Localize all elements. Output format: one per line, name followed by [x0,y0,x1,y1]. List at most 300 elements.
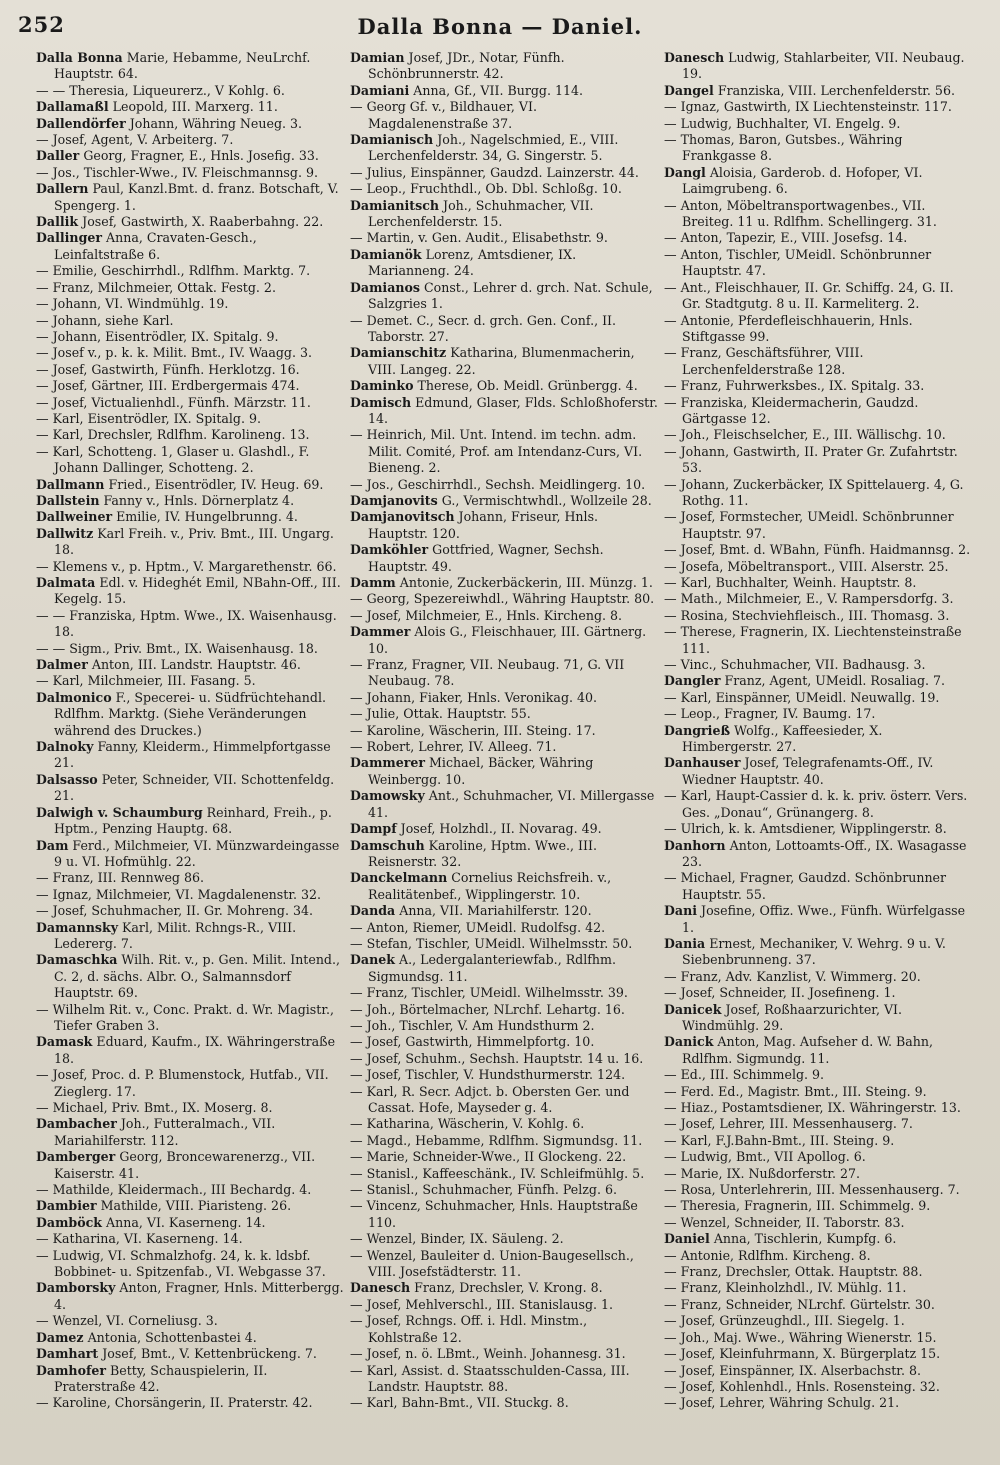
entry-text: — Georg, Spezereiwhdl., Währing Hauptstr. 80. [350,591,655,607]
directory-entry [664,1297,976,1313]
entry-text: — Jos., Tischler-Wwe., IV. Fleischmannsg. 9. [36,164,318,180]
directory-entry [36,1363,344,1396]
entry-text: — Marie, Schneider-Wwe., II Glockeng. 22. [350,1149,627,1165]
entry-text: — Johann, Fiaker, Hnls. Veronikag. 40. [350,689,598,705]
directory-entry [350,690,658,706]
entry-text: — Wenzel, Schneider, II. Taborstr. 83. [664,1214,905,1230]
entry-surname: Dammer [350,624,411,640]
directory-entry [664,345,976,378]
entry-text: — Josef, Schneider, II. Josefineng. 1. [664,985,896,1001]
entry-text: — Julius, Einspänner, Gaudzd. Lainzerstr. 44. [350,164,639,180]
directory-entry [350,936,658,952]
entry-text: — Demet. C., Secr. d. grch. Gen. Conf., II. Taborstr. 27. [350,312,617,344]
directory-entry [664,838,976,871]
entry-text: — Stanisl., Schuhmacher, Fünfh. Pelzg. 6. [350,1182,618,1198]
entry-text: Anna, VII. Mariahilferstr. 120. [395,903,592,919]
entry-surname: Damschuh [350,837,425,853]
entry-text: Fanny, Kleiderm., Himmelpfortgasse 21. [54,739,331,771]
entry-text: — Katharina, VI. Kaserneng. 14. [36,1231,243,1247]
entry-text: — Josef, Lehrer, Währing Schulg. 21. [664,1395,900,1411]
entry-text: Joh., Nagelschmied, E., VIII. Lerchenfelderstr. 34, G. Singerstr. 5. [368,132,619,164]
entry-text: — Ignaz, Milchmeier, VI. Magdalenenstr. 32. [36,886,321,902]
directory-entry [664,1133,976,1149]
entry-text: Josef, JDr., Notar, Fünfh. Schönbrunnerstr. 42. [368,50,565,82]
entry-text: Reinhard, Freih., p. Hptm., Penzing Hauptg. 68. [54,804,332,837]
entry-surname: Dambier [36,1198,97,1214]
directory-entry [664,1363,976,1379]
entry-text: — Karl, Drechsler, Rdlfhm. Karolineng. 13. [36,427,310,443]
entry-text: Georg, Fragner, E., Hnls. Josefig. 33. [79,148,319,164]
entry-text: — Rosa, Unterlehrerin, III. Messenhauserg. 7. [664,1182,960,1198]
directory-entry [664,706,976,722]
directory-entry [350,509,658,542]
entry-surname: Damböck [36,1214,103,1230]
directory-entry [350,83,658,99]
directory-entry [664,1231,976,1247]
directory-entry [350,1313,658,1346]
entry-text: — Martin, v. Gen. Audit., Elisabethstr. 9. [350,230,608,246]
entry-text: — Vinc., Schuhmacher, VII. Badhausg. 3. [664,657,926,673]
directory-entry [36,1330,344,1346]
directory-entry [36,296,344,312]
entry-text: Ant., Schuhmacher, VI. Millergasse 41. [368,788,655,820]
directory-entry [664,1100,976,1116]
entry-text: — Josef, Milchmeier, E., Hnls. Kircheng. 8. [350,607,623,623]
entry-text: Aloisia, Garderob. d. Hofoper, VI. Laimgrubeng. 6. [682,164,923,197]
directory-entry [350,1018,658,1034]
entry-text: Leopold, III. Marxerg. 11. [108,99,278,115]
directory-entry [36,1116,344,1149]
directory-entry [350,1084,658,1117]
directory-entry [350,395,658,428]
entry-text: — Ant., Fleischhauer, II. Gr. Schiffg. 24, G. II. Gr. Stadtgutg. 8 u. II. Karmeliterg. 2. [664,279,954,312]
entry-text: — Josef, Agent, V. Arbeiterg. 7. [36,132,234,148]
entry-surname: Dallweiner [36,509,113,525]
entry-text: — Math., Milchmeier, E., V. Rampersdorfg. 3. [664,591,954,607]
entry-text: Gottfried, Wagner, Sechsh. Hauptstr. 49. [368,542,604,574]
directory-entry [36,739,344,772]
entry-text: — Wenzel, Binder, IX. Säuleng. 2. [350,1231,564,1247]
directory-entry [664,591,976,607]
directory-entry [36,99,344,115]
entry-text: — Josef v., p. k. k. Milit. Bmt., IV. Waagg. 3. [36,345,312,361]
entry-text: — Emilie, Geschirrhdl., Rdlfhm. Marktg. 7. [36,263,311,279]
directory-entry [36,952,344,1001]
entry-text: Therese, Ob. Meidl. Grünbergg. 4. [413,378,638,394]
directory-entry [664,165,976,198]
directory-entry [350,624,658,657]
entry-surname: Dallamaßl [36,99,109,115]
entry-text: Antonia, Schottenbastei 4. [83,1329,257,1345]
directory-entry [36,673,344,689]
directory-entry [664,198,976,231]
entry-surname: Damköhler [350,542,429,558]
directory-entry [350,1248,658,1281]
directory-entry [664,1280,976,1296]
entry-surname: Dallern [36,181,89,197]
entry-text: — Josef, Formstecher, UMeidl. Schönbrunner Hauptstr. 97. [664,509,954,541]
directory-entry [664,427,976,443]
directory-entry [664,723,976,756]
directory-entry [350,1395,658,1411]
entry-text: Josef, Gastwirth, X. Raaberbahng. 22. [78,214,324,230]
directory-entry [664,673,976,689]
entry-text: — Joh., Börtelmacher, NLrchf. Lehartg. 16. [350,1001,625,1017]
entry-text: — Anton, Möbeltransportwagenbes., VII. Breiteg. 11 u. Rdlfhm. Schellingerg. 31. [664,197,937,230]
entry-text: Alois G., Fleischhauer, III. Gärtnerg. 10. [368,624,647,656]
directory-entry [36,608,344,641]
directory-entry [664,313,976,346]
entry-surname: Dambacher [36,1116,117,1132]
directory-entry [664,1346,976,1362]
entry-text: — Joh., Maj. Wwe., Währing Wienerstr. 15. [664,1329,937,1345]
entry-surname: Dallik [36,214,79,230]
directory-entry [350,591,658,607]
entry-text: Ludwig, Stahlarbeiter, VII. Neubaug. 19. [682,50,965,82]
directory-entry [664,657,976,673]
entry-surname: Dalsasso [36,771,98,787]
entry-text: Karoline, Hptm. Wwe., III. Reisnerstr. 32. [368,837,597,869]
entry-text: Anton, Lottoamts-Off., IX. Wasagasse 23. [682,837,967,869]
directory-entry [664,1084,976,1100]
entry-text: — Hiaz., Postamtsdiener, IX. Währingerstr. 13. [664,1100,961,1115]
directory-entry [36,362,344,378]
directory-entry [664,509,976,542]
entry-text: — Josef, Schuhmacher, II. Gr. Mohreng. 34. [36,903,314,919]
directory-entry [36,230,344,263]
directory-entry [36,165,344,181]
entry-text: — Karl, Einspänner, UMeidl. Neuwallg. 19. [664,689,940,705]
entry-text: — Josef, Tischler, V. Hundsthurmerstr. 124. [350,1067,626,1083]
entry-surname: Damborsky [36,1280,116,1296]
directory-entry [664,821,976,837]
entry-text: — Stanisl., Kaffeeschänk., IV. Schleifmühlg. 5. [350,1165,645,1181]
directory-entry [350,1231,658,1247]
entry-text: Ferd., Milchmeier, VI. Münzwardeingasse 9 u. VI. Hofmühlg. 22. [54,837,340,869]
directory-entry [350,739,658,755]
entry-surname: Dangler [664,673,721,689]
directory-entry [350,181,658,197]
directory-entry [350,99,658,132]
directory-entry [664,1330,976,1346]
entry-text: — Stefan, Tischler, UMeidl. Wilhelmsstr. 50. [350,935,633,951]
entry-text: — Thomas, Baron, Gutsbes., Währing Frankgasse 8. [664,132,903,164]
directory-entry [36,509,344,525]
entry-text: Karl, Milit. Rchngs-R., VIII. Ledererg. 7. [54,919,297,951]
entry-text: Edl. v. Hideghét Emil, NBahn-Off., III. Kegelg. 15. [54,575,341,607]
directory-entry [350,755,658,788]
directory-entry [350,345,658,378]
entry-text: Const., Lehrer d. grch. Nat. Schule, Salzgries 1. [368,279,653,312]
directory-entry [350,1297,658,1313]
entry-surname: Danhauser [664,755,741,771]
directory-entry [36,1182,344,1198]
directory-entry [36,345,344,361]
directory-entry [664,116,976,132]
directory-entry [36,214,344,230]
entry-text: F., Specerei- u. Südfrüchtehandl. Rdlfhm. Marktg. (Siehe Veränderungen während des Druckes.) [54,689,327,738]
entry-text: G., Vermischtwhdl., Wollzeile 28. [437,492,652,508]
entry-text: — Wenzel, Bauleiter d. Union-Baugesellsch., VIII. Josefstädterstr. 11. [350,1247,634,1280]
entry-surname: Dalnoky [36,739,94,755]
entry-text: — Katharina, Wäscherin, V. Kohlg. 6. [350,1116,585,1132]
directory-entry [664,1379,976,1395]
entry-text: — Johann, VI. Windmühlg. 19. [36,296,229,312]
directory-entry [350,575,658,591]
directory-entry [36,1067,344,1100]
entry-text: Mathilde, VIII. Piaristeng. 26. [96,1198,292,1214]
entry-text: — Magd., Hebamme, Rdlfhm. Sigmundsg. 11. [350,1132,643,1148]
entry-text: — Karoline, Wäscherin, III. Steing. 17. [350,722,596,738]
entry-text: Peter, Schneider, VII. Schottenfeldg. 21. [54,771,335,804]
entry-text: Anna, Tischlerin, Kumpfg. 6. [709,1231,897,1247]
entry-text: Josef, Telegrafenamts-Off., IV. Wiedner Hauptstr. 40. [682,755,934,787]
directory-entry [36,575,344,608]
entry-text: Cornelius Reichsfreih. v., Realitätenbef., Wipplingerstr. 10. [368,870,612,902]
entry-surname: Danicek [664,1001,722,1017]
directory-entry [664,444,976,477]
entry-text: Michael, Bäcker, Währing Weinbergg. 10. [368,755,594,787]
entry-surname: Dalmer [36,657,88,673]
entry-surname: Dania [664,935,706,951]
entry-text: — Ulrich, k. k. Amtsdiener, Wipplingerstr. 8. [664,821,947,837]
entry-text: — Josef, Einspänner, IX. Alserbachstr. 8. [664,1362,921,1378]
directory-entry [664,903,976,936]
directory-entry [36,1248,344,1281]
entry-surname: Daniel [664,1231,710,1247]
entry-text: — Vincenz, Schuhmacher, Hnls. Hauptstraße 110. [350,1198,638,1230]
entry-text: — Karoline, Chorsängerin, II. Praterstr. 42. [36,1395,313,1411]
entry-surname: Dalmonico [36,689,112,705]
entry-text: Josef, Bmt., V. Kettenbrückeng. 7. [98,1346,317,1362]
directory-entry [350,493,658,509]
entry-text: Anna, VI. Kaserneng. 14. [102,1214,266,1230]
entry-surname: Dallendörfer [36,115,126,131]
entry-text: — Heinrich, Mil. Unt. Intend. im techn. adm. Milit. Comité, Prof. am Intendanz-Curs, VI. Bieneng. 2. [350,427,643,476]
directory-entry [350,1280,658,1296]
entry-text: — Franz, Schneider, NLrchf. Gürtelstr. 30. [664,1296,935,1312]
entry-surname: Damhofer [36,1362,107,1378]
entry-text: — Ferd. Ed., Magistr. Bmt., III. Steing. 9. [664,1083,927,1099]
entry-text: Franz, Agent, UMeidl. Rosaliag. 7. [720,673,946,689]
entry-text: — Karl, F.J.Bahn-Bmt., III. Steing. 9. [664,1132,895,1148]
entry-text: — Joh., Fleischselcher, E., III. Wällischg. 10. [664,427,946,443]
entry-text: — — Sigm., Priv. Bmt., IX. Waisenhausg. 18. [36,640,318,656]
entry-text: Ernest, Mechaniker, V. Wehrg. 9 u. V. Siebenbrunneng. 37. [682,935,946,968]
directory-entry [36,903,344,919]
entry-text: — Johann, Eisentrödler, IX. Spitalg. 9. [36,328,279,344]
directory-entry [36,870,344,886]
entry-text: — Ed., III. Schimmelg. 9. [664,1067,825,1083]
directory-entry [350,870,658,903]
entry-text: — Josef, Gastwirth, Fünfh. Herklotzg. 16. [36,361,300,377]
directory-entry [36,411,344,427]
entry-surname: Damask [36,1034,93,1050]
entry-text: — Karl, Milchmeier, III. Fasang. 5. [36,673,256,689]
entry-text: — Josef, Kleinfuhrmann, X. Bürgerplatz 15. [664,1346,941,1362]
directory-entry [664,1067,976,1083]
entry-text: — Josef, Mehlverschl., III. Stanislausg. 1. [350,1296,614,1312]
column-middle [350,50,658,1458]
directory-entry [350,477,658,493]
directory-entry [664,1182,976,1198]
entry-text: Wilh. Rit. v., p. Gen. Milit. Intend., C. 2, d. sächs. Albr. O., Salmannsdorf Hauptstr. 69. [54,952,341,1001]
entry-text: Georg, Broncewarenerzg., VII. Kaiserstr. 41. [54,1149,316,1181]
column-left [36,50,344,1458]
directory-entry [350,985,658,1001]
directory-entry [350,920,658,936]
entry-text: — Franz, Adv. Kanzlist, V. Wimmerg. 20. [664,968,921,984]
entry-text: Josef, Holzhdl., II. Novarag. 49. [396,821,602,837]
entry-text: — Franz, Kleinholzhdl., IV. Mühlg. 11. [664,1280,907,1296]
entry-surname: Dampf [350,821,397,837]
directory-entry [664,624,976,657]
entry-surname: Damianschitz [350,345,447,361]
entry-text: — Michael, Fragner, Gaudzd. Schönbrunner Hauptstr. 55. [664,870,947,902]
entry-text: Karl Freih. v., Priv. Bmt., III. Ungarg. 18. [54,525,334,558]
entry-text: — Ludwig, VI. Schmalzhofg. 24, k. k. ldsbf. Bobbinet- u. Spitzenfab., VI. Webgasse 37. [36,1247,326,1280]
directory-entry [664,608,976,624]
entry-text: — — Theresia, Liqueurerz., V Kohlg. 6. [36,82,285,98]
directory-entry [350,50,658,83]
directory-entry [36,641,344,657]
directory-entry [36,477,344,493]
directory-entry [664,1034,976,1067]
directory-entry [36,657,344,673]
directory-entry [36,116,344,132]
entry-text: — Josef, Rchngs. Off. i. Hdl. Minstm., Kohlstraße 12. [350,1313,588,1345]
directory-entry [350,1182,658,1198]
entry-text: — Franz, Fuhrwerksbes., IX. Spitalg. 33. [664,378,925,394]
directory-entry [350,230,658,246]
entry-surname: Dani [664,903,698,919]
entry-text: — Josef, Grünzeughdl., III. Siegelg. 1. [664,1313,905,1329]
directory-entry [664,755,976,788]
entry-surname: Damowsky [350,788,425,804]
directory-entry [36,526,344,559]
entry-text: Franziska, VIII. Lerchenfelderstr. 56. [713,82,955,98]
entry-text: — Josef, Bmt. d. WBahn, Fünfh. Haidmannsg. 2. [664,542,971,558]
entry-text: — Mathilde, Kleidermach., III Bechardg. 4. [36,1182,312,1198]
directory-entry [36,1215,344,1231]
entry-surname: Dammerer [350,755,426,771]
directory-entry [664,788,976,821]
directory-entry [350,821,658,837]
directory-entry [36,805,344,838]
entry-surname: Danick [664,1034,714,1050]
directory-entry [350,247,658,280]
entry-surname: Dalla Bonna [36,50,123,65]
directory-entry [664,575,976,591]
directory-entry [664,1002,976,1035]
entry-text: — Franz, Fragner, VII. Neubaug. 71, G. VII Neubaug. 78. [350,657,625,689]
directory-entry [664,936,976,969]
directory-entry [36,1346,344,1362]
entry-surname: Damm [350,575,396,590]
entry-text: — Karl, Bahn-Bmt., VII. Stuckg. 8. [350,1395,569,1411]
directory-entry [36,1002,344,1035]
entry-text: Anton, Mag. Aufseher d. W. Bahn, Rdlfhm. Sigmundg. 11. [682,1034,934,1066]
entry-text: Anton, III. Landstr. Hauptstr. 46. [87,657,301,673]
directory-entry [664,1166,976,1182]
entry-text: — Michael, Priv. Bmt., IX. Moserg. 8. [36,1100,273,1115]
entry-surname: Dallstein [36,492,100,508]
entry-surname: Danda [350,903,396,919]
directory-entry [36,395,344,411]
directory-entry [36,427,344,443]
entry-text: — Karl, R. Secr. Adjct. b. Obersten Ger. und Cassat. Hofe, Mayseder g. 4. [350,1083,630,1115]
entry-text: — Josef, Gastwirth, Himmelpfortg. 10. [350,1034,595,1050]
directory-entry [36,50,344,83]
directory-entry [350,1149,658,1165]
directory-entry [350,1198,658,1231]
directory-entry [664,1116,976,1132]
entry-text: — Josef, Lehrer, III. Messenhauserg. 7. [664,1116,913,1132]
entry-text: — Anton, Tapezir, E., VIII. Josefsg. 14. [664,230,908,246]
directory-entry [350,1067,658,1083]
entry-text: — Franz, III. Rennweg 86. [36,870,205,886]
entry-surname: Damhart [36,1346,99,1362]
directory-entry [664,690,976,706]
entry-text: — Antonie, Pferdefleischhauerin, Hnls. Stiftgasse 99. [664,312,913,344]
entry-text: Fanny v., Hnls. Dörnerplatz 4. [99,492,295,508]
entry-text: — Wilhelm Rit. v., Conc. Prakt. d. Wr. Magistr., Tiefer Graben 3. [36,1001,334,1033]
entry-text: — Karl, Buchhalter, Weinh. Hauptstr. 8. [664,575,917,590]
entry-surname: Damjanovitsch [350,509,455,525]
running-title: Dalla Bonna — Daniel. [357,14,643,39]
directory-entry [36,920,344,953]
entry-text: Lorenz, Amtsdiener, IX. Marianneng. 24. [368,246,577,279]
directory-entry [350,198,658,231]
entry-text: — Leop., Fruchthdl., Ob. Dbl. Schloßg. 10. [350,181,622,197]
entry-surname: Daller [36,148,80,164]
directory-entry [36,1198,344,1214]
entry-text: — Ludwig, Bmt., VII Apollog. 6. [664,1149,866,1165]
entry-text: — Franz, Milchmeier, Ottak. Festg. 2. [36,279,276,295]
directory-entry [664,230,976,246]
page-number: 252 [18,12,65,37]
entry-text: — Franziska, Kleidermacherin, Gaudzd. Gärtgasse 12. [664,394,919,426]
entry-text: — Ludwig, Buchhalter, VI. Engelg. 9. [664,115,901,131]
entry-text: Marie, Hebamme, NeuLrchf. Hauptstr. 64. [54,50,311,82]
directory-entry [36,1100,344,1116]
entry-surname: Damianitsch [350,197,440,213]
entry-surname: Damiani [350,82,410,98]
directory-entry [350,1051,658,1067]
entry-text: — Ignaz, Gastwirth, IX Liechtensteinstr. 117. [664,99,952,115]
entry-text: — Robert, Lehrer, IV. Alleeg. 71. [350,739,557,755]
entry-text: Joh., Schuhmacher, VII. Lerchenfelderstr. 15. [368,197,594,230]
entry-surname: Dallmann [36,476,105,492]
directory-entry [350,723,658,739]
directory-entry [36,313,344,329]
entry-text: — Marie, IX. Nußdorferstr. 27. [664,1165,860,1181]
entry-text: Josef, Roßhaarzurichter, VI. Windmühlg. 29. [682,1001,903,1033]
directory-entry [664,247,976,280]
entry-text: — Klemens v., p. Hptm., V. Margarethenstr. 66. [36,558,337,574]
entry-surname: Dangrieß [664,722,731,738]
entry-text: Franz, Drechsler, V. Krong. 8. [410,1280,603,1296]
entry-text: Wolfg., Kaffeesieder, X. Himbergerstr. 27. [682,722,883,755]
directory-entry [350,608,658,624]
entry-text: Johann, Friseur, Hnls. Hauptstr. 120. [368,509,599,541]
directory-entry [350,657,658,690]
directory-entry [36,280,344,296]
directory-entry [36,1034,344,1067]
directory-entry [36,444,344,477]
entry-text: — Franz, Tischler, UMeidl. Wilhelmsstr. 39. [350,985,628,1001]
entry-text: — Jos., Geschirrhdl., Sechsh. Meidlingerg. 10. [350,476,646,492]
